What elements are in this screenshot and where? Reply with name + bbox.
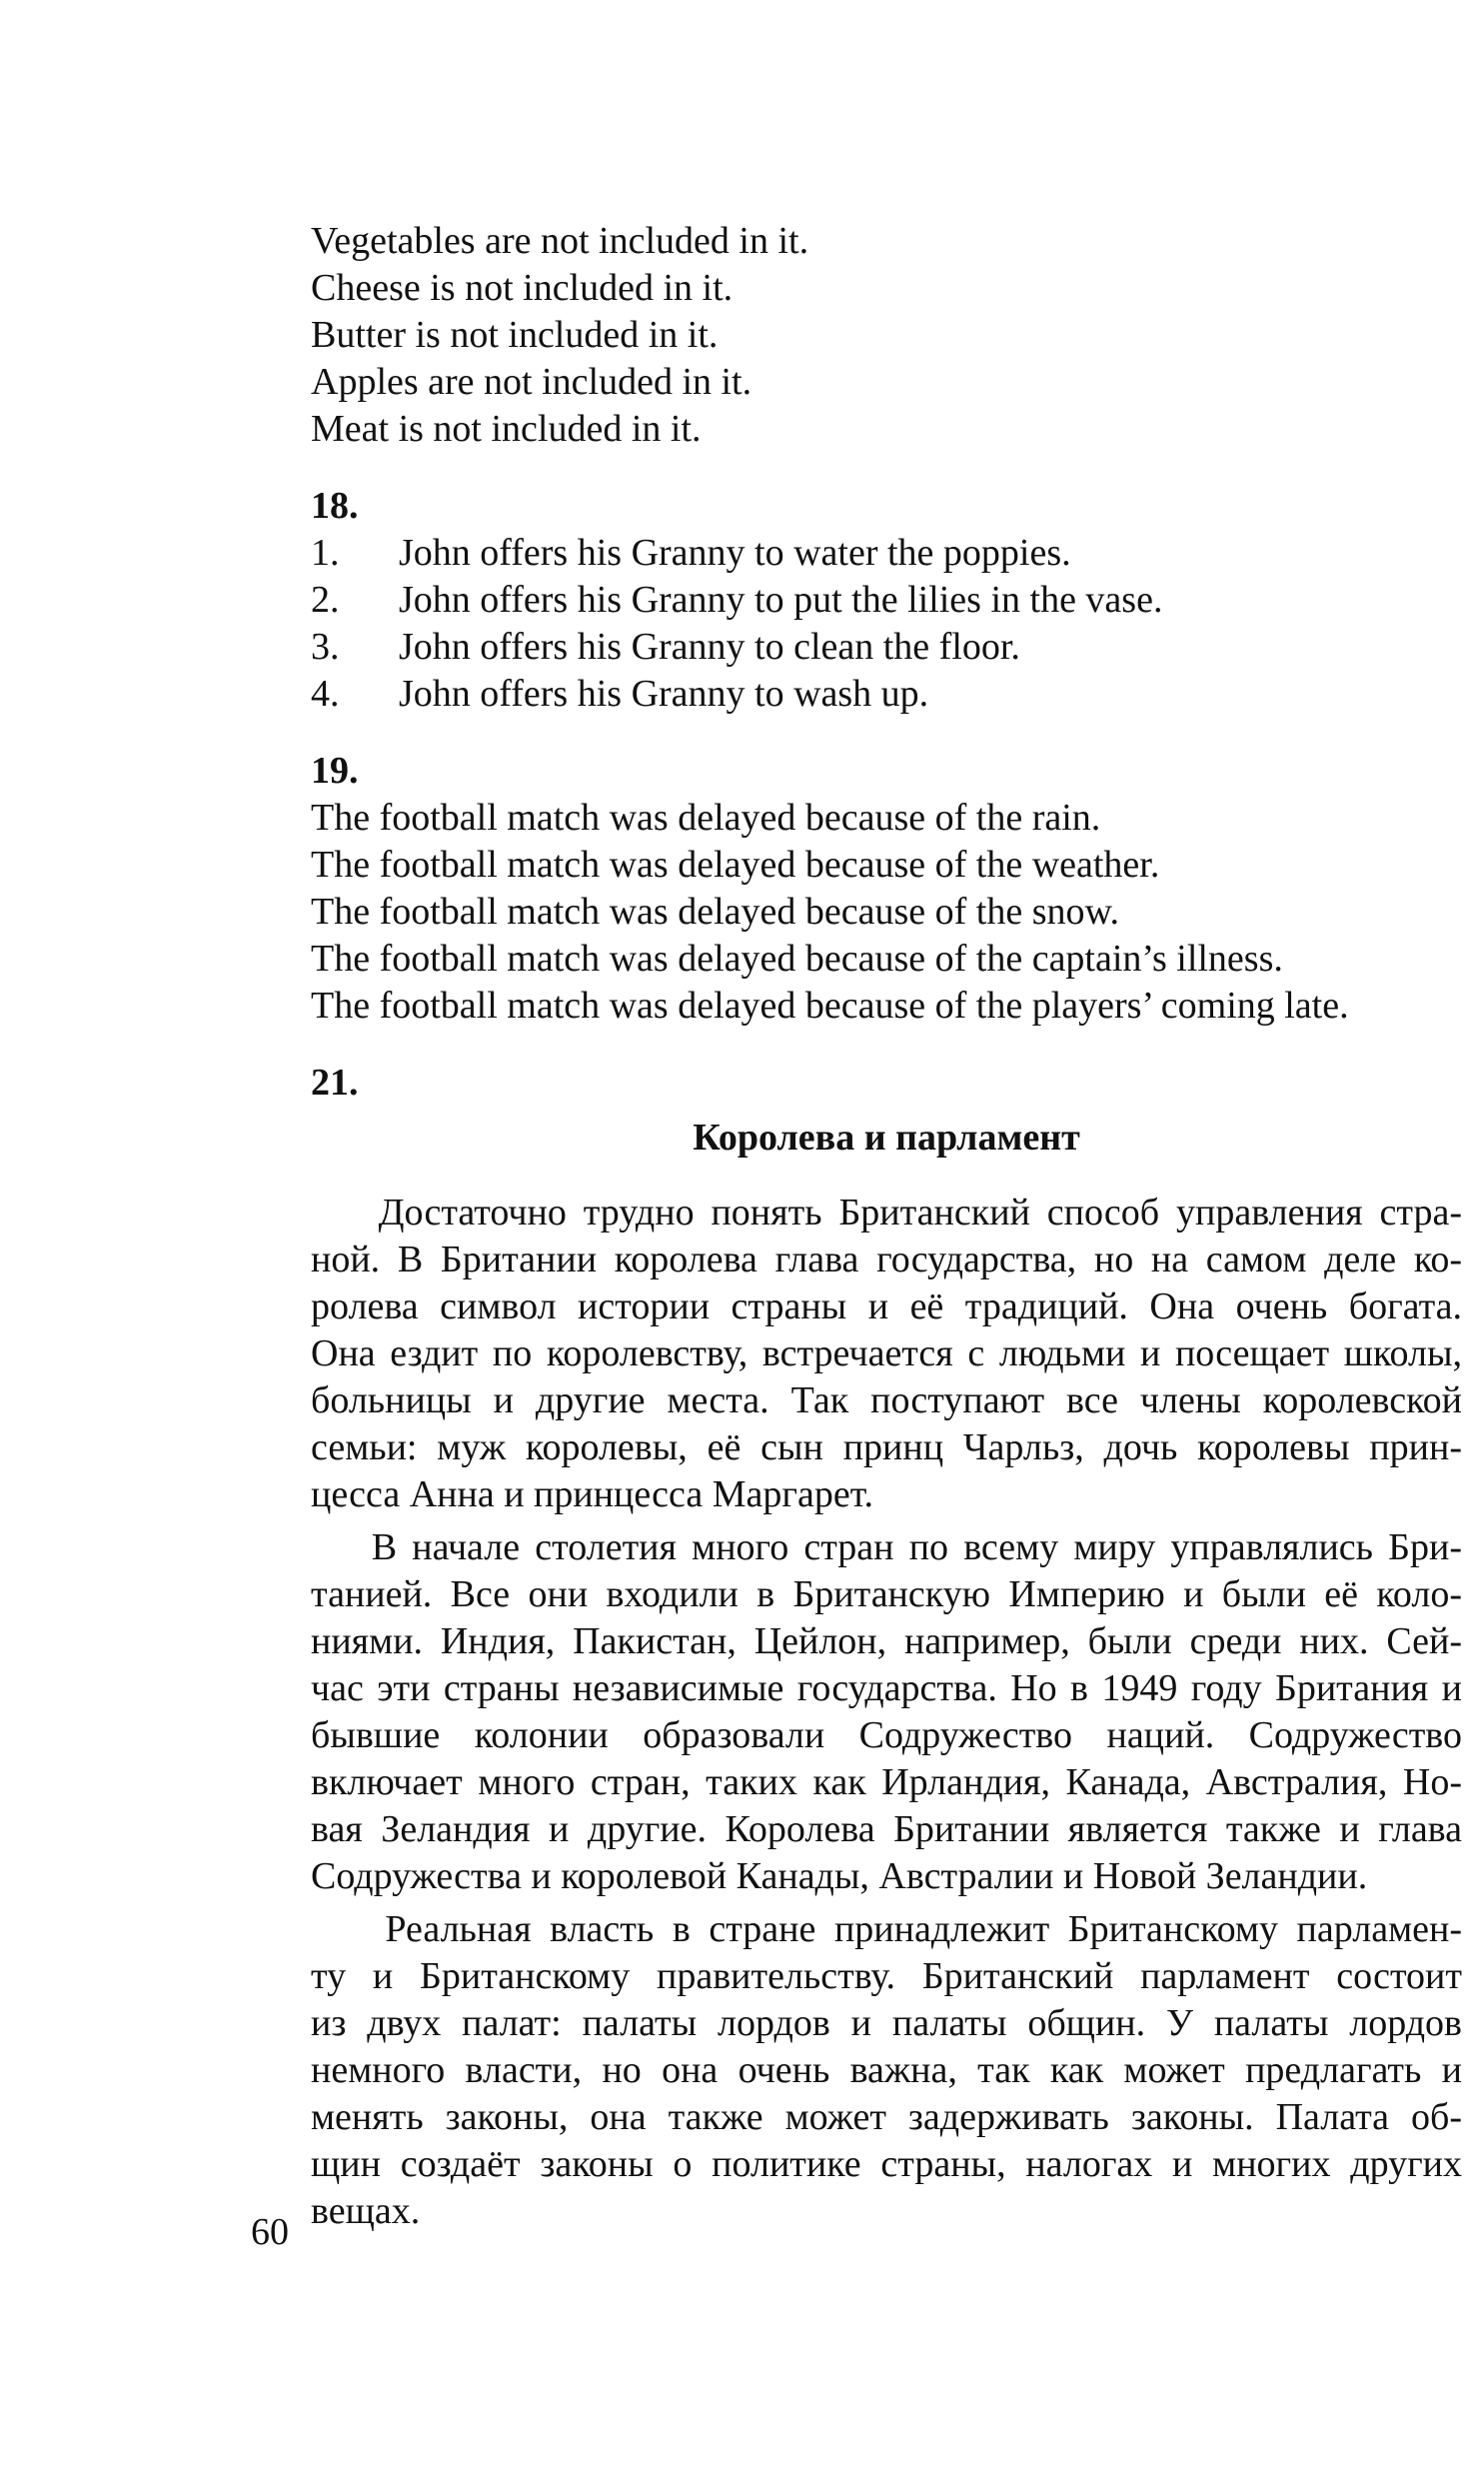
text-line: Она ездит по королевству, встречается с людьми и посещает школы, — [311, 1332, 1462, 1374]
text-line: семьи: муж королевы, её сын принц Чарльз, дочь королевы прин- — [311, 1426, 1462, 1468]
section-heading: 21. — [311, 1062, 359, 1104]
numbered-item — [311, 530, 1462, 577]
item-text: John offers his Granny to put the lilies in the vase. — [399, 579, 1163, 621]
answer-line: Meat is not included in it. — [311, 408, 702, 450]
text-line: В начале столетия много стран по всему миру управлялись Бри- — [311, 1526, 1462, 1568]
text-line: бывшие колонии образовали Содружество наций. Содружество — [311, 1714, 1462, 1756]
answer-line: The football match was delayed because of the players’ coming late. — [311, 985, 1349, 1027]
text-line: ролева символ истории страны и её традиций. Она очень богата. — [311, 1285, 1462, 1327]
page-content — [311, 218, 1462, 2241]
section-heading: 18. — [311, 485, 359, 527]
text-line: ту и Британскому правительству. Британский парламент состоит — [311, 1955, 1462, 1997]
page-number: 60 — [251, 2211, 289, 2253]
numbered-item — [311, 624, 1462, 671]
text-line: щин создаёт законы о политике страны, налогах и многих других — [311, 2143, 1462, 2185]
item-number: 3. — [311, 626, 340, 668]
text-line: час эти страны независимые государства. Но в 1949 году Британия и — [311, 1667, 1462, 1709]
answer-line: The football match was delayed because of the captain’s illness. — [311, 938, 1283, 980]
text-line: Содружества и королевой Канады, Австралии и Новой Зеландии. — [311, 1855, 1368, 1897]
item-number: 4. — [311, 673, 340, 715]
text-line: танией. Все они входили в Британскую Империю и были её коло- — [311, 1573, 1462, 1615]
answer-line: Cheese is not included in it. — [311, 267, 734, 309]
text-line: больницы и другие места. Так поступают все члены королевской — [311, 1379, 1462, 1421]
text-line: цесса Анна и принцесса Маргарет. — [311, 1473, 873, 1515]
answer-line: The football match was delayed because of the weather. — [311, 844, 1160, 886]
text-line: Реальная власть в стране принадлежит Британскому парламен- — [311, 1908, 1462, 1950]
text-line: ной. В Британии королева глава государства, но на самом деле ко- — [311, 1239, 1462, 1280]
text-line: вая Зеландия и другие. Королева Британии является также и глава — [311, 1808, 1462, 1850]
paragraph — [311, 1190, 1462, 1518]
item-text: John offers his Granny to wash up. — [399, 673, 929, 715]
text-line: менять законы, она также может задерживать законы. Палата об- — [311, 2096, 1462, 2138]
numbered-item — [311, 671, 1462, 718]
answer-line: The football match was delayed because of the rain. — [311, 797, 1101, 839]
text-line: из двух палат: палаты лордов и палаты общин. У палаты лордов — [311, 2002, 1462, 2044]
paragraph — [311, 1524, 1462, 1900]
answer-line: Apples are not included in it. — [311, 361, 752, 403]
section-17-answers — [311, 218, 1462, 453]
answer-line: The football match was delayed because of the snow. — [311, 891, 1119, 933]
item-number: 2. — [311, 579, 340, 621]
text-line: включает много стран, таких как Ирландия, Канада, Австралия, Но- — [311, 1761, 1462, 1803]
item-text: John offers his Granny to water the poppies. — [399, 532, 1071, 574]
item-number: 1. — [311, 532, 340, 574]
answer-line: Vegetables are not included in it. — [311, 220, 809, 262]
text-line: немного власти, но она очень важна, так как может предлагать и — [311, 2049, 1462, 2091]
text-title: Королева и парламент — [693, 1117, 1080, 1159]
numbered-item — [311, 577, 1462, 624]
text-line: вещах. — [311, 2190, 421, 2232]
section-21 — [311, 1060, 1462, 2235]
section-heading: 19. — [311, 750, 359, 792]
paragraph — [311, 1906, 1462, 2235]
text-line: ниями. Индия, Пакистан, Цейлон, например, были среди них. Сей- — [311, 1620, 1462, 1662]
answer-line: Butter is not included in it. — [311, 314, 719, 356]
section-18 — [311, 483, 1462, 718]
item-text: John offers his Granny to clean the floor. — [399, 626, 1020, 668]
section-19 — [311, 748, 1462, 1030]
text-line: Достаточно трудно понять Британский способ управления стра- — [311, 1192, 1462, 1234]
